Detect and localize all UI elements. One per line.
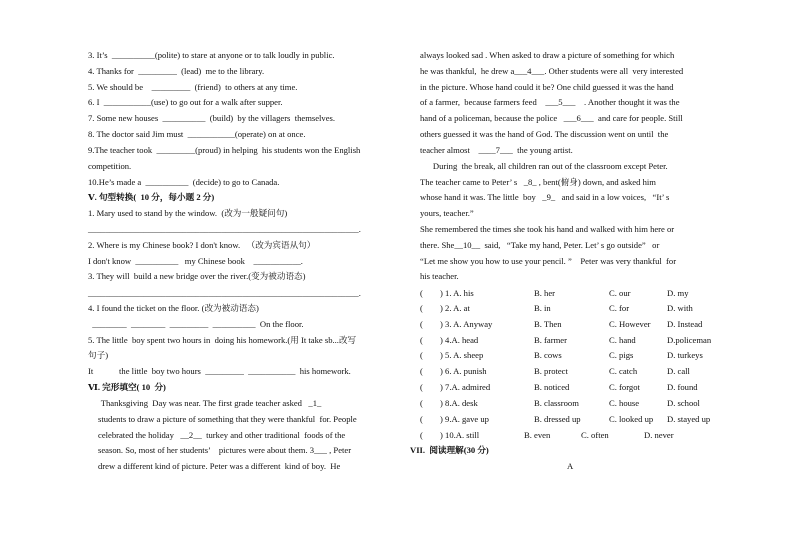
- passage-line: others guessed it was the hand of God. The discussion went on until the: [420, 129, 669, 139]
- option-c: C. our: [609, 288, 631, 298]
- option-d: D. school: [667, 398, 700, 408]
- left-line: It the little boy two hours _________ ___________ his homework.: [88, 366, 351, 376]
- answer-blank-line: _______________________________________________________________.: [88, 288, 361, 298]
- option-a: ( ) 4.A. head: [420, 335, 479, 345]
- option-b: B. even: [524, 430, 551, 440]
- option-a: ( ) 8.A. desk: [420, 398, 478, 408]
- option-a: ( ) 7.A. admired: [420, 382, 491, 392]
- option-b: B. dressed up: [534, 414, 581, 424]
- option-c: C. house: [609, 398, 640, 408]
- option-d: D. my: [667, 288, 689, 298]
- left-line: 句子): [88, 350, 109, 360]
- option-d: D. with: [667, 303, 693, 313]
- passage-line: of a farmer, because farmers feed ___5___ . Another thought it was the: [420, 97, 680, 107]
- option-d: D.policeman: [667, 335, 712, 345]
- left-line: 8. The doctor said Jim must ___________(operate) on at once.: [88, 129, 306, 139]
- option-d: D. never: [644, 430, 674, 440]
- right-column: [400, 0, 794, 550]
- left-line: 4. I found the ticket on the floor. (改为被动语态): [88, 303, 259, 313]
- left-line: I don't know __________ my Chinese book ___________.: [88, 256, 303, 266]
- left-line: competition.: [88, 161, 132, 171]
- passage-line: celebrated the holiday __2__ turkey and other traditional foods of the: [98, 430, 346, 440]
- passage-line: The teacher came to Peter’ s _8_ , bent(俯身) down, and asked him: [420, 177, 656, 187]
- passage-line: always looked sad . When asked to draw a picture of something for which: [420, 50, 675, 60]
- section-heading: Ⅵ. 完形填空( 10 分): [88, 382, 166, 392]
- option-b: B. protect: [534, 366, 568, 376]
- option-d: D. found: [667, 382, 698, 392]
- left-line: 3. It’s __________(polite) to stare at anyone or to talk loudly in public.: [88, 50, 335, 60]
- passage-line: Thanksgiving Day was near. The first grade teacher asked _1_: [88, 398, 322, 408]
- passage-line: season. So, most of her students’ pictures were about them. 3___ , Peter: [98, 445, 352, 455]
- option-a: ( ) 6. A. punish: [420, 366, 487, 376]
- passage-line: hand of a policeman, because the police ___6___ and care for people. Still: [420, 113, 683, 123]
- passage-line: drew a different kind of picture. Peter was a different kind of boy. He: [98, 461, 341, 471]
- option-c: C. for: [609, 303, 630, 313]
- left-line: 9.The teacher took _________(proud) in helping his students won the English: [88, 145, 361, 155]
- option-a: ( ) 3. A. Anyway: [420, 319, 493, 329]
- option-a: ( ) 10.A. still: [420, 430, 480, 440]
- left-line: ________ ________ _________ __________ On the floor.: [88, 319, 304, 329]
- option-c: C. looked up: [609, 414, 654, 424]
- option-c: C. pigs: [609, 350, 634, 360]
- passage-line: “Let me show you how to use your pencil. ” Peter was very thankful for: [420, 256, 677, 266]
- left-line: 2. Where is my Chinese book? I don't know. （改为宾语从句）: [88, 240, 316, 250]
- option-d: D. turkeys: [667, 350, 703, 360]
- option-b: B. classroom: [534, 398, 579, 408]
- passage-label: A: [567, 461, 574, 471]
- passage-line: yours, teacher.”: [420, 208, 474, 218]
- left-line: 3. They will build a new bridge over the river.(变为被动语态): [88, 271, 306, 281]
- left-line: 4. Thanks for _________ (lead) me to the library.: [88, 66, 265, 76]
- option-b: B. farmer: [534, 335, 567, 345]
- passage-line: in the picture. Whose hand could it be? One child guessed it was the hand: [420, 82, 674, 92]
- passage-line: students to draw a picture of something that they were thankful for. People: [98, 414, 357, 424]
- answer-blank-line: _______________________________________________________________.: [88, 224, 361, 234]
- option-d: D. call: [667, 366, 690, 376]
- option-b: B. Then: [534, 319, 562, 329]
- option-c: C. However: [609, 319, 651, 329]
- option-c: C. forgot: [609, 382, 640, 392]
- option-c: C. catch: [609, 366, 638, 376]
- option-a: ( ) 1. A. his: [420, 288, 474, 298]
- option-a: ( ) 2. A. at: [420, 303, 470, 313]
- passage-line: teacher almost ____7___ the young artist.: [420, 145, 573, 155]
- left-line: 1. Mary used to stand by the window. (改为一般疑问句): [88, 208, 288, 218]
- left-line: 10.He’s made a __________ (decide) to go to Canada.: [88, 177, 280, 187]
- option-d: D. stayed up: [667, 414, 711, 424]
- option-a: ( ) 9.A. gave up: [420, 414, 489, 424]
- passage-line: there. She__10__ said, “Take my hand, Peter. Let’ s go outside” or: [420, 240, 660, 250]
- option-d: D. Instead: [667, 319, 703, 329]
- option-a: ( ) 5. A. sheep: [420, 350, 484, 360]
- option-b: B. her: [534, 288, 556, 298]
- section-heading: VII. 阅读理解(30 分): [410, 445, 489, 455]
- option-b: B. noticed: [534, 382, 570, 392]
- passage-line: whose hand it was. The little boy _9_ and said in a low voices, “It’ s: [420, 192, 670, 202]
- left-line: 7. Some new houses __________ (build) by the villagers themselves.: [88, 113, 336, 123]
- passage-line: his teacher.: [420, 271, 459, 281]
- option-c: C. hand: [609, 335, 636, 345]
- option-b: B. in: [534, 303, 551, 313]
- passage-line: During the break, all children ran out of the classroom except Peter.: [420, 161, 668, 171]
- passage-line: She remembered the times she took his hand and walked with him here or: [420, 224, 675, 234]
- passage-line: he was thankful, he drew a___4___. Other students were all very interested: [420, 66, 684, 76]
- left-line: 5. The little boy spent two hours in doing his homework.(用 It take sb...改写: [88, 335, 357, 345]
- option-b: B. cows: [534, 350, 562, 360]
- left-line: 6. I ___________(use) to go out for a walk after supper.: [88, 97, 283, 107]
- option-c: C. often: [581, 430, 609, 440]
- left-line: 5. We should be _________ (friend) to others at any time.: [88, 82, 298, 92]
- section-heading: Ⅴ. 句型转换( 10 分，每小题 2 分): [88, 192, 215, 202]
